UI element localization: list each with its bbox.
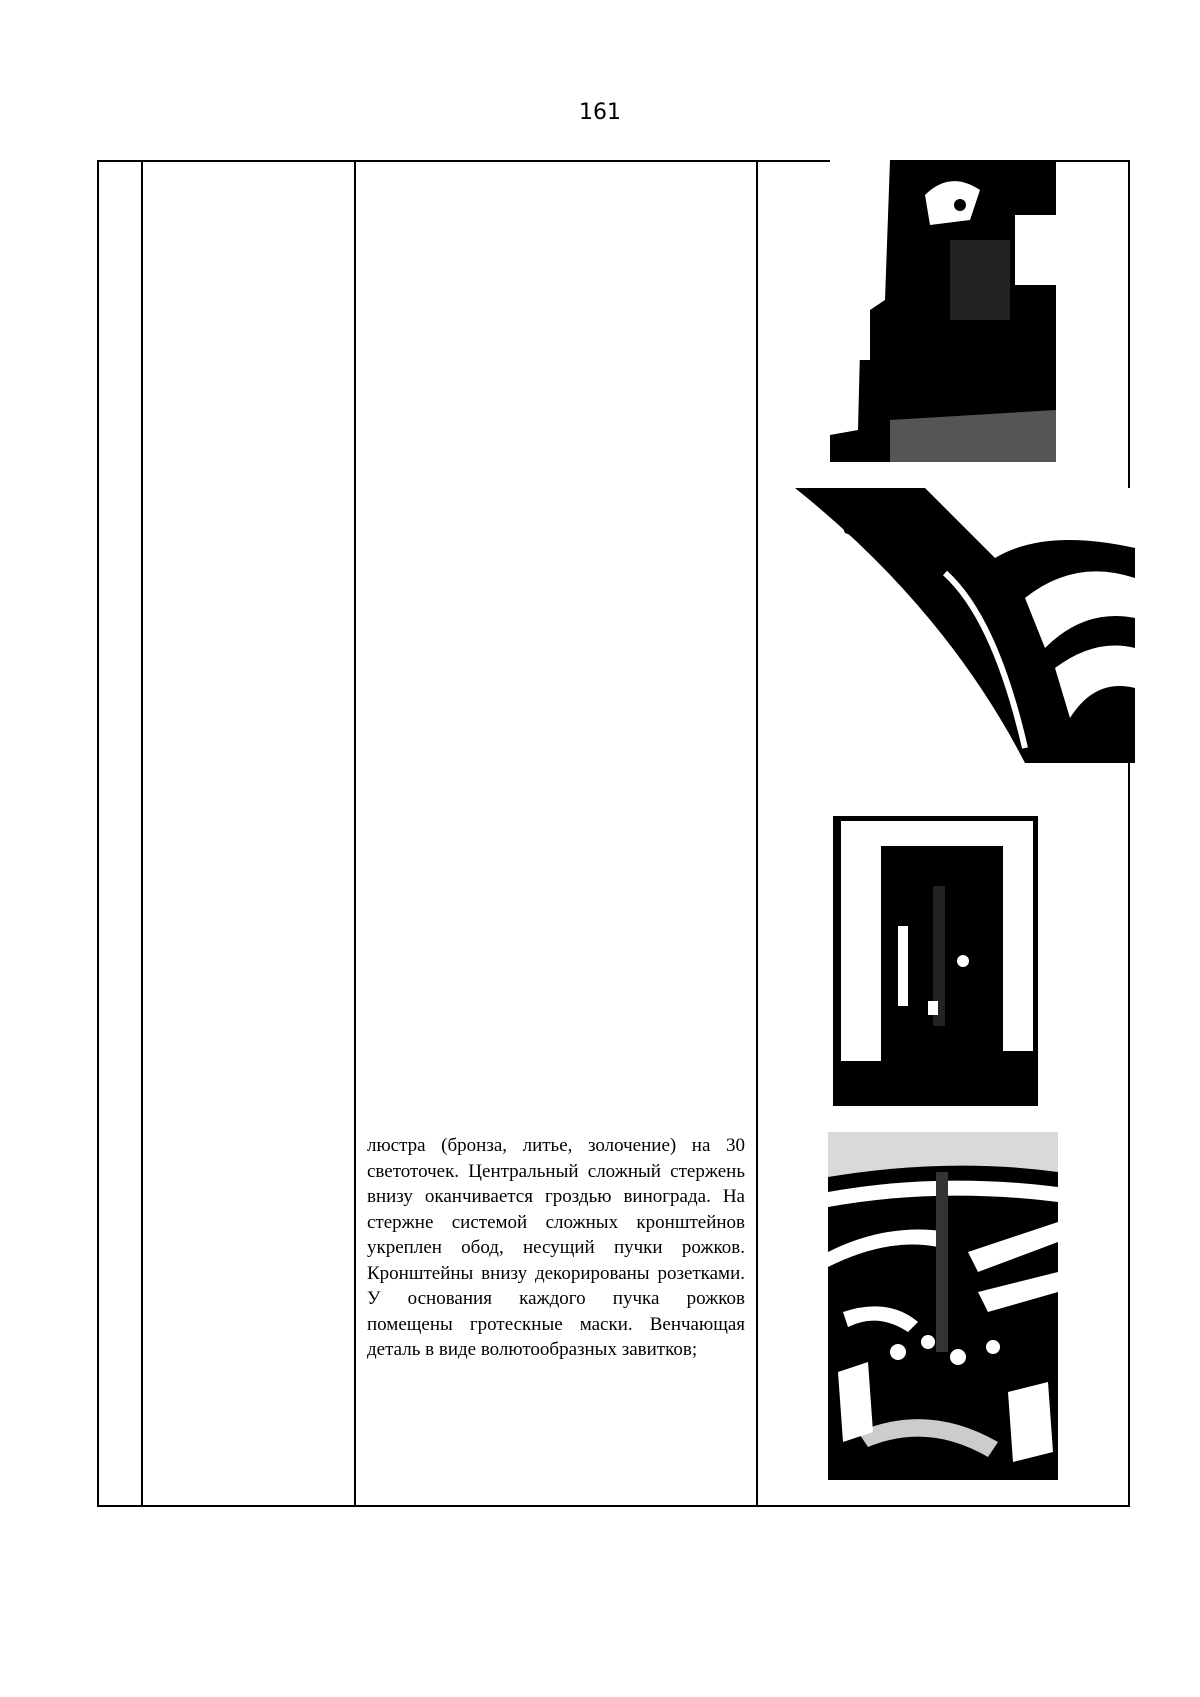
page-number: 161 (579, 100, 621, 125)
photo-bracket-detail (795, 488, 1135, 763)
photo-chandelier-closeup (828, 1132, 1058, 1480)
column-divider-2 (354, 160, 356, 1507)
column-divider-3 (756, 160, 758, 1507)
photo-chandelier-interior (833, 816, 1038, 1106)
photo-chandelier-stem (830, 160, 1056, 462)
item-description: люстра (бронза, литье, золочение) на 30 светоточек. Центральный сложный стержень внизу оканчивается гроздью винограда. На стержне системой сложных кронштейнов укреплен обод, несущий пучки рожков. Кронштейны внизу декорированы розетками. У основания каждого пучка рожков помещены гротескные маски. Венчающая деталь в виде волютообразных завитков; (367, 1135, 745, 1360)
column-divider-1 (141, 160, 143, 1507)
